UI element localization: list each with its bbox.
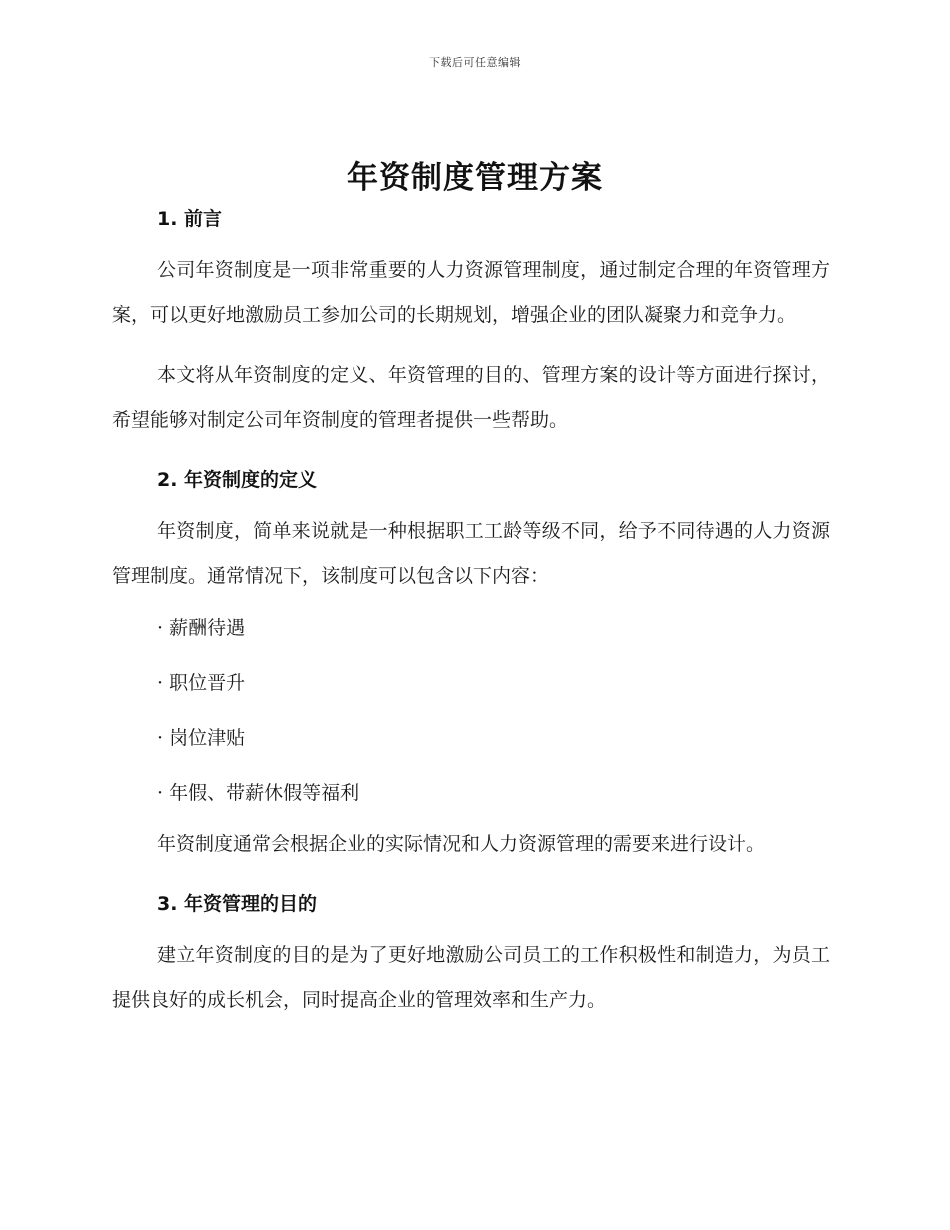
document-title: 年资制度管理方案 [347,160,603,196]
header-note: 下载后可任意编辑 [429,56,521,69]
paragraph: 本文将从年资制度的定义、年资管理的目的、管理方案的设计等方面进行探讨，希望能够对制定公司年资制度的管理者提供一些帮助。 [112,364,830,431]
list-item: · 薪酬待遇 [157,617,246,639]
list-item: · 岗位津贴 [157,727,246,749]
section-purpose [112,887,830,1023]
section-preface [112,202,830,443]
paragraph: 建立年资制度的目的是为了更好地激励公司员工的工作积极性和制造力，为员工提供良好的成长机会，同时提高企业的管理效率和生产力。 [112,944,830,1011]
list-item: · 职位晋升 [157,672,246,694]
section-definition [112,463,830,867]
paragraph: 年资制度通常会根据企业的实际情况和人力资源管理的需要来进行设计。 [157,833,766,855]
paragraph: 公司年资制度是一项非常重要的人力资源管理制度，通过制定合理的年资管理方案，可以更好地激励员工参加公司的长期规划，增强企业的团队凝聚力和竞争力。 [112,259,830,326]
section-heading: 3. 年资管理的目的 [157,893,318,915]
document-body [112,202,830,1023]
list-item: · 年假、带薪休假等福利 [157,782,360,804]
section-heading: 2. 年资制度的定义 [157,469,318,491]
section-heading: 1. 前言 [157,208,223,230]
paragraph: 年资制度，简单来说就是一种根据职工工龄等级不同，给予不同待遇的人力资源管理制度。通常情况下，该制度可以包含以下内容： [112,520,830,587]
